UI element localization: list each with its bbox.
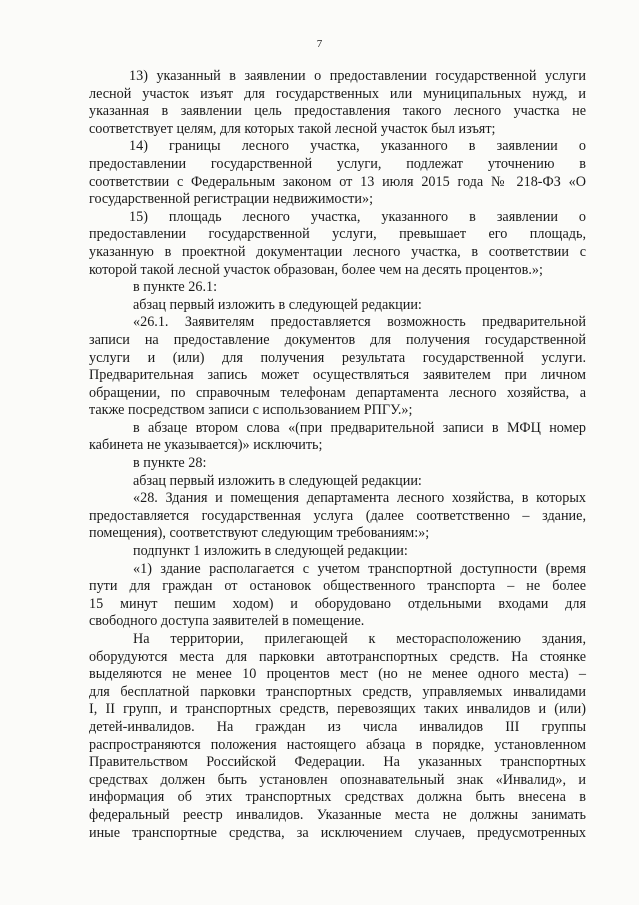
text-line: средствах должен быть установлен опознавательный знак «Инвалид», и [89, 771, 586, 788]
text-line: обращении, по справочным телефонам департамента лесного хозяйства, а [89, 384, 586, 401]
text-line: пути для граждан от остановок общественного транспорта – не более [89, 578, 586, 595]
text-line: «1) здание располагается с учетом транспортной доступности (время [133, 560, 586, 577]
text-line: для бесплатной парковки транспортных средств, управляемых инвалидами [89, 683, 586, 700]
text-line: выделяются не менее 10 процентов мест (но не менее одного места) – [89, 666, 586, 683]
text-line: услуги и (или) для получения результата государственной услуги. [89, 349, 586, 366]
text-line: указанную в проектной документации лесного участка, в соответствии с [89, 243, 586, 260]
text-line: абзац первый изложить в следующей редакции: [133, 296, 422, 313]
text-line: 15) площадь лесного участка, указанного в заявлении о [129, 208, 586, 225]
text-line: записи на предоставление документов для получения государственной [89, 331, 586, 348]
text-line: «26.1. Заявителям предоставляется возможность предварительной [133, 314, 586, 331]
text-line: 14) границы лесного участка, указанного в заявлении о [129, 138, 586, 155]
text-line: соответствует целям, для которых такой лесной участок был изъят; [89, 120, 496, 137]
text-line: Предварительная запись может осуществляться заявителем при личном [89, 367, 586, 384]
text-line: распространяются положения настоящего абзаца в порядке, установленном [89, 736, 586, 753]
text-line: I, II групп, и транспортных средств, перевозящих таких инвалидов и (или) [89, 701, 586, 718]
text-line: в абзаце втором слова «(при предварительной записи в МФЦ номер [133, 419, 586, 436]
text-line: указанная в заявлении цель предоставления такого лесного участка не [89, 103, 586, 120]
text-line: которой такой лесной участок образован, более чем на десять процентов.»; [89, 261, 543, 278]
text-line: абзац первый изложить в следующей редакции: [133, 472, 422, 489]
body-text [89, 68, 586, 842]
text-line: подпункт 1 изложить в следующей редакции: [133, 543, 408, 560]
text-line: лесной участок изъят для государственных или муниципальных нужд, и [89, 85, 586, 102]
text-line: помещения), соответствуют следующим требованиям:»; [89, 525, 430, 542]
text-line: На территории, прилегающей к месторасположению здания, [133, 631, 586, 647]
text-line: федеральный реестр инвалидов. Указанные места не должны занимать [89, 806, 586, 823]
text-line: иные транспортные средства, за исключением случаев, предусмотренных [89, 824, 586, 841]
page-number: 7 [316, 38, 323, 50]
text-line: 15 минут пешим ходом) и оборудовано отдельными входами для [89, 595, 586, 612]
text-line: государственной регистрации недвижимости»; [89, 191, 374, 208]
text-line: информация об этих транспортных средствах должна быть внесена в [89, 789, 586, 806]
text-line: кабинета не указывается)» исключить; [89, 437, 323, 454]
text-line: Правительством Российской Федерации. На указанных транспортных [89, 754, 586, 771]
text-line: свободного доступа заявителей в помещение. [89, 613, 365, 630]
text-line: детей-инвалидов. На граждан из числа инвалидов III группы [89, 718, 586, 735]
text-line: предоставлении государственной услуги, превышает его площадь, [89, 226, 586, 243]
text-line: в пункте 28: [133, 455, 207, 472]
text-line: предоставлении государственной услуги, подлежат уточнению в [89, 155, 586, 172]
text-line: соответствии с Федеральным законом от 13 июля 2015 года № 218-ФЗ «О [89, 173, 586, 190]
text-line: «28. Здания и помещения департамента лесного хозяйства, в которых [133, 490, 586, 507]
text-line: в пункте 26.1: [133, 279, 218, 296]
text-line: оборудуются места для парковки автотранспортных средств. На стоянке [89, 648, 586, 665]
text-line: предоставляется государственная услуга (далее соответственно – здание, [89, 507, 586, 524]
text-line: также посредством записи с использованием РПГУ.»; [89, 402, 413, 419]
text-line: 13) указанный в заявлении о предоставлении государственной услуги [129, 68, 586, 84]
